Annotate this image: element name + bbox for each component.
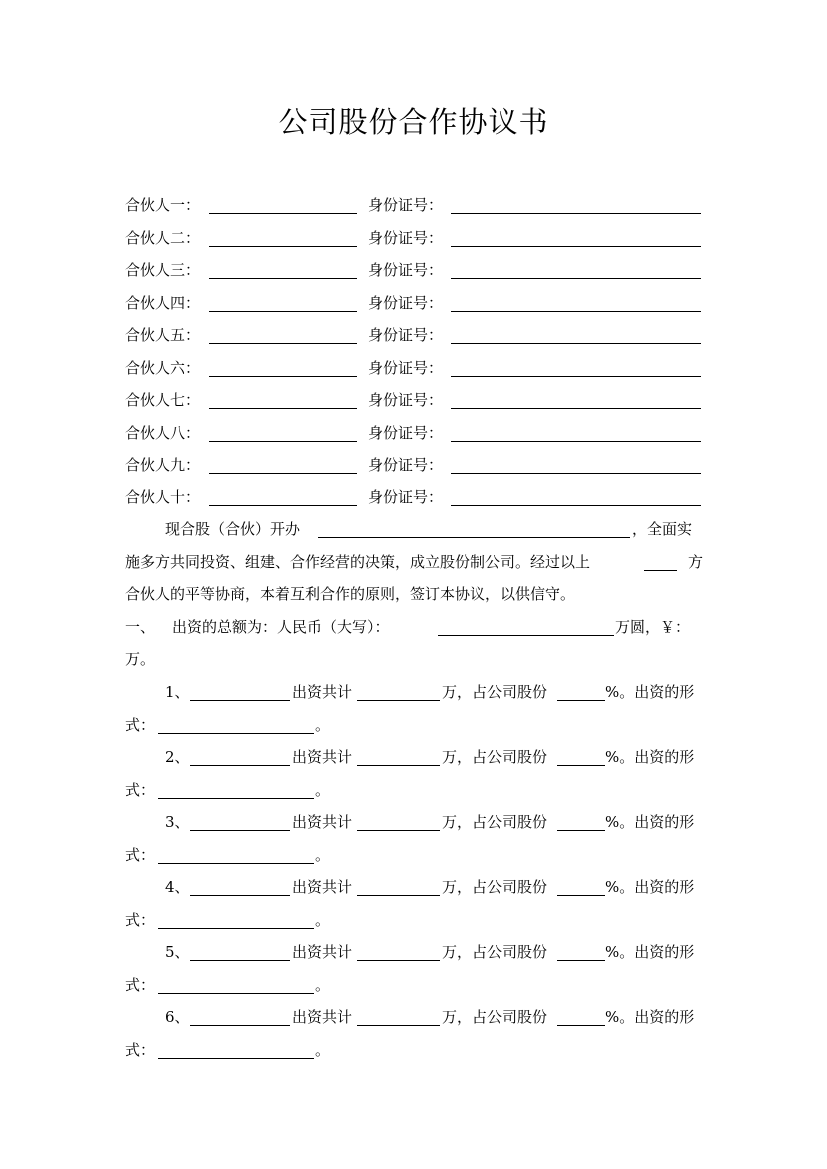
contribution-form-label: 式： <box>125 781 156 799</box>
partner-name-blank[interactable] <box>209 293 357 312</box>
contributor-name-blank[interactable] <box>190 1007 290 1026</box>
contribution-mid: 出资共计 <box>292 878 353 896</box>
contribution-pct: %。出资的形 <box>605 683 695 701</box>
contribution-form-label: 式： <box>125 1041 156 1059</box>
id-label: 身份证号： <box>368 326 444 344</box>
intro-line1-start: 现合股（合伙）开办 <box>165 520 301 538</box>
contribution-wan: 万，占公司股份 <box>442 683 548 701</box>
contribution-form-blank[interactable] <box>158 845 314 864</box>
contribution-end: 。 <box>315 846 331 864</box>
partner-name-blank[interactable] <box>209 390 357 409</box>
partner-label: 合伙人七： <box>125 391 201 409</box>
partner-label: 合伙人二： <box>125 229 201 247</box>
contribution-form-label: 式： <box>125 846 156 864</box>
partner-count-blank[interactable] <box>644 552 677 571</box>
contribution-form-blank[interactable] <box>158 1040 314 1059</box>
id-number-blank[interactable] <box>451 487 701 506</box>
intro-line2-start: 施多方共同投资、组建、合作经营的决策，成立股份制公司。经过以上 <box>125 553 591 571</box>
section1-text: 出资的总额为：人民币（大写）： <box>172 618 390 636</box>
id-label: 身份证号： <box>368 294 444 312</box>
id-number-blank[interactable] <box>451 195 701 214</box>
id-number-blank[interactable] <box>451 455 701 474</box>
contribution-mid: 出资共计 <box>292 1008 353 1026</box>
contribution-amount-blank[interactable] <box>357 812 440 831</box>
contribution-end: 。 <box>315 976 331 994</box>
partner-name-blank[interactable] <box>209 487 357 506</box>
contributor-name-blank[interactable] <box>190 682 290 701</box>
intro-line2-end: 方 <box>688 553 704 571</box>
contributor-name-blank[interactable] <box>190 812 290 831</box>
partner-name-blank[interactable] <box>209 358 357 377</box>
contribution-amount-blank[interactable] <box>357 877 440 896</box>
contribution-form-label: 式： <box>125 911 156 929</box>
id-label: 身份证号： <box>368 391 444 409</box>
contributor-name-blank[interactable] <box>190 942 290 961</box>
contribution-amount-blank[interactable] <box>357 1007 440 1026</box>
section1-number: 一、 <box>125 618 156 636</box>
partner-label: 合伙人九： <box>125 456 201 474</box>
contribution-pct: %。出资的形 <box>605 1008 695 1026</box>
contribution-pct: %。出资的形 <box>605 878 695 896</box>
contribution-form-label: 式： <box>125 716 156 734</box>
id-number-blank[interactable] <box>451 358 701 377</box>
partner-name-blank[interactable] <box>209 455 357 474</box>
id-number-blank[interactable] <box>451 390 701 409</box>
id-number-blank[interactable] <box>451 293 701 312</box>
contribution-pct: %。出资的形 <box>605 943 695 961</box>
contribution-mid: 出资共计 <box>292 813 353 831</box>
contribution-form-blank[interactable] <box>158 975 314 994</box>
contributor-name-blank[interactable] <box>190 877 290 896</box>
contribution-end: 。 <box>315 716 331 734</box>
partner-name-blank[interactable] <box>209 228 357 247</box>
contribution-wan: 万，占公司股份 <box>442 943 548 961</box>
id-label: 身份证号： <box>368 229 444 247</box>
id-number-blank[interactable] <box>451 228 701 247</box>
contribution-amount-blank[interactable] <box>357 747 440 766</box>
id-label: 身份证号： <box>368 196 444 214</box>
contribution-number: 6、 <box>165 1008 190 1026</box>
id-label: 身份证号： <box>368 261 444 279</box>
partner-label: 合伙人三： <box>125 261 201 279</box>
share-percent-blank[interactable] <box>557 942 605 961</box>
id-number-blank[interactable] <box>451 325 701 344</box>
document-title: 公司股份合作协议书 <box>278 105 549 139</box>
contributor-name-blank[interactable] <box>190 747 290 766</box>
contribution-form-blank[interactable] <box>158 910 314 929</box>
id-number-blank[interactable] <box>451 423 701 442</box>
contribution-pct: %。出资的形 <box>605 748 695 766</box>
contribution-number: 4、 <box>165 878 190 896</box>
id-label: 身份证号： <box>368 424 444 442</box>
business-name-blank[interactable] <box>318 519 630 538</box>
id-label: 身份证号： <box>368 456 444 474</box>
contribution-mid: 出资共计 <box>292 748 353 766</box>
partner-name-blank[interactable] <box>209 325 357 344</box>
contribution-wan: 万，占公司股份 <box>442 813 548 831</box>
partner-label: 合伙人五： <box>125 326 201 344</box>
partner-name-blank[interactable] <box>209 195 357 214</box>
total-capital-blank[interactable] <box>438 617 614 636</box>
contribution-form-label: 式： <box>125 976 156 994</box>
contribution-end: 。 <box>315 911 331 929</box>
intro-line3: 合伙人的平等协商，本着互利合作的原则，签订本协议，以供信守。 <box>125 585 576 603</box>
id-number-blank[interactable] <box>451 260 701 279</box>
id-label: 身份证号： <box>368 488 444 506</box>
contribution-number: 3、 <box>165 813 190 831</box>
section1-unit: 万圆，￥： <box>615 618 691 636</box>
share-percent-blank[interactable] <box>557 877 605 896</box>
intro-line1-end: ，全面实 <box>632 520 693 538</box>
contribution-number: 2、 <box>165 748 190 766</box>
contribution-number: 5、 <box>165 943 190 961</box>
contribution-wan: 万，占公司股份 <box>442 1008 548 1026</box>
contribution-amount-blank[interactable] <box>357 942 440 961</box>
section1-cont: 万。 <box>125 650 156 668</box>
share-percent-blank[interactable] <box>557 812 605 831</box>
partner-label: 合伙人八： <box>125 424 201 442</box>
partner-label: 合伙人十： <box>125 488 201 506</box>
share-percent-blank[interactable] <box>557 747 605 766</box>
contribution-end: 。 <box>315 781 331 799</box>
share-percent-blank[interactable] <box>557 682 605 701</box>
contribution-pct: %。出资的形 <box>605 813 695 831</box>
partner-name-blank[interactable] <box>209 260 357 279</box>
contribution-number: 1、 <box>165 683 190 701</box>
share-percent-blank[interactable] <box>557 1007 605 1026</box>
contribution-amount-blank[interactable] <box>357 682 440 701</box>
contribution-mid: 出资共计 <box>292 683 353 701</box>
id-label: 身份证号： <box>368 359 444 377</box>
partner-label: 合伙人六： <box>125 359 201 377</box>
contribution-form-blank[interactable] <box>158 780 314 799</box>
partner-name-blank[interactable] <box>209 423 357 442</box>
contribution-wan: 万，占公司股份 <box>442 878 548 896</box>
contribution-wan: 万，占公司股份 <box>442 748 548 766</box>
contribution-end: 。 <box>315 1041 331 1059</box>
contribution-mid: 出资共计 <box>292 943 353 961</box>
partner-label: 合伙人四： <box>125 294 201 312</box>
partner-label: 合伙人一： <box>125 196 201 214</box>
contribution-form-blank[interactable] <box>158 715 314 734</box>
